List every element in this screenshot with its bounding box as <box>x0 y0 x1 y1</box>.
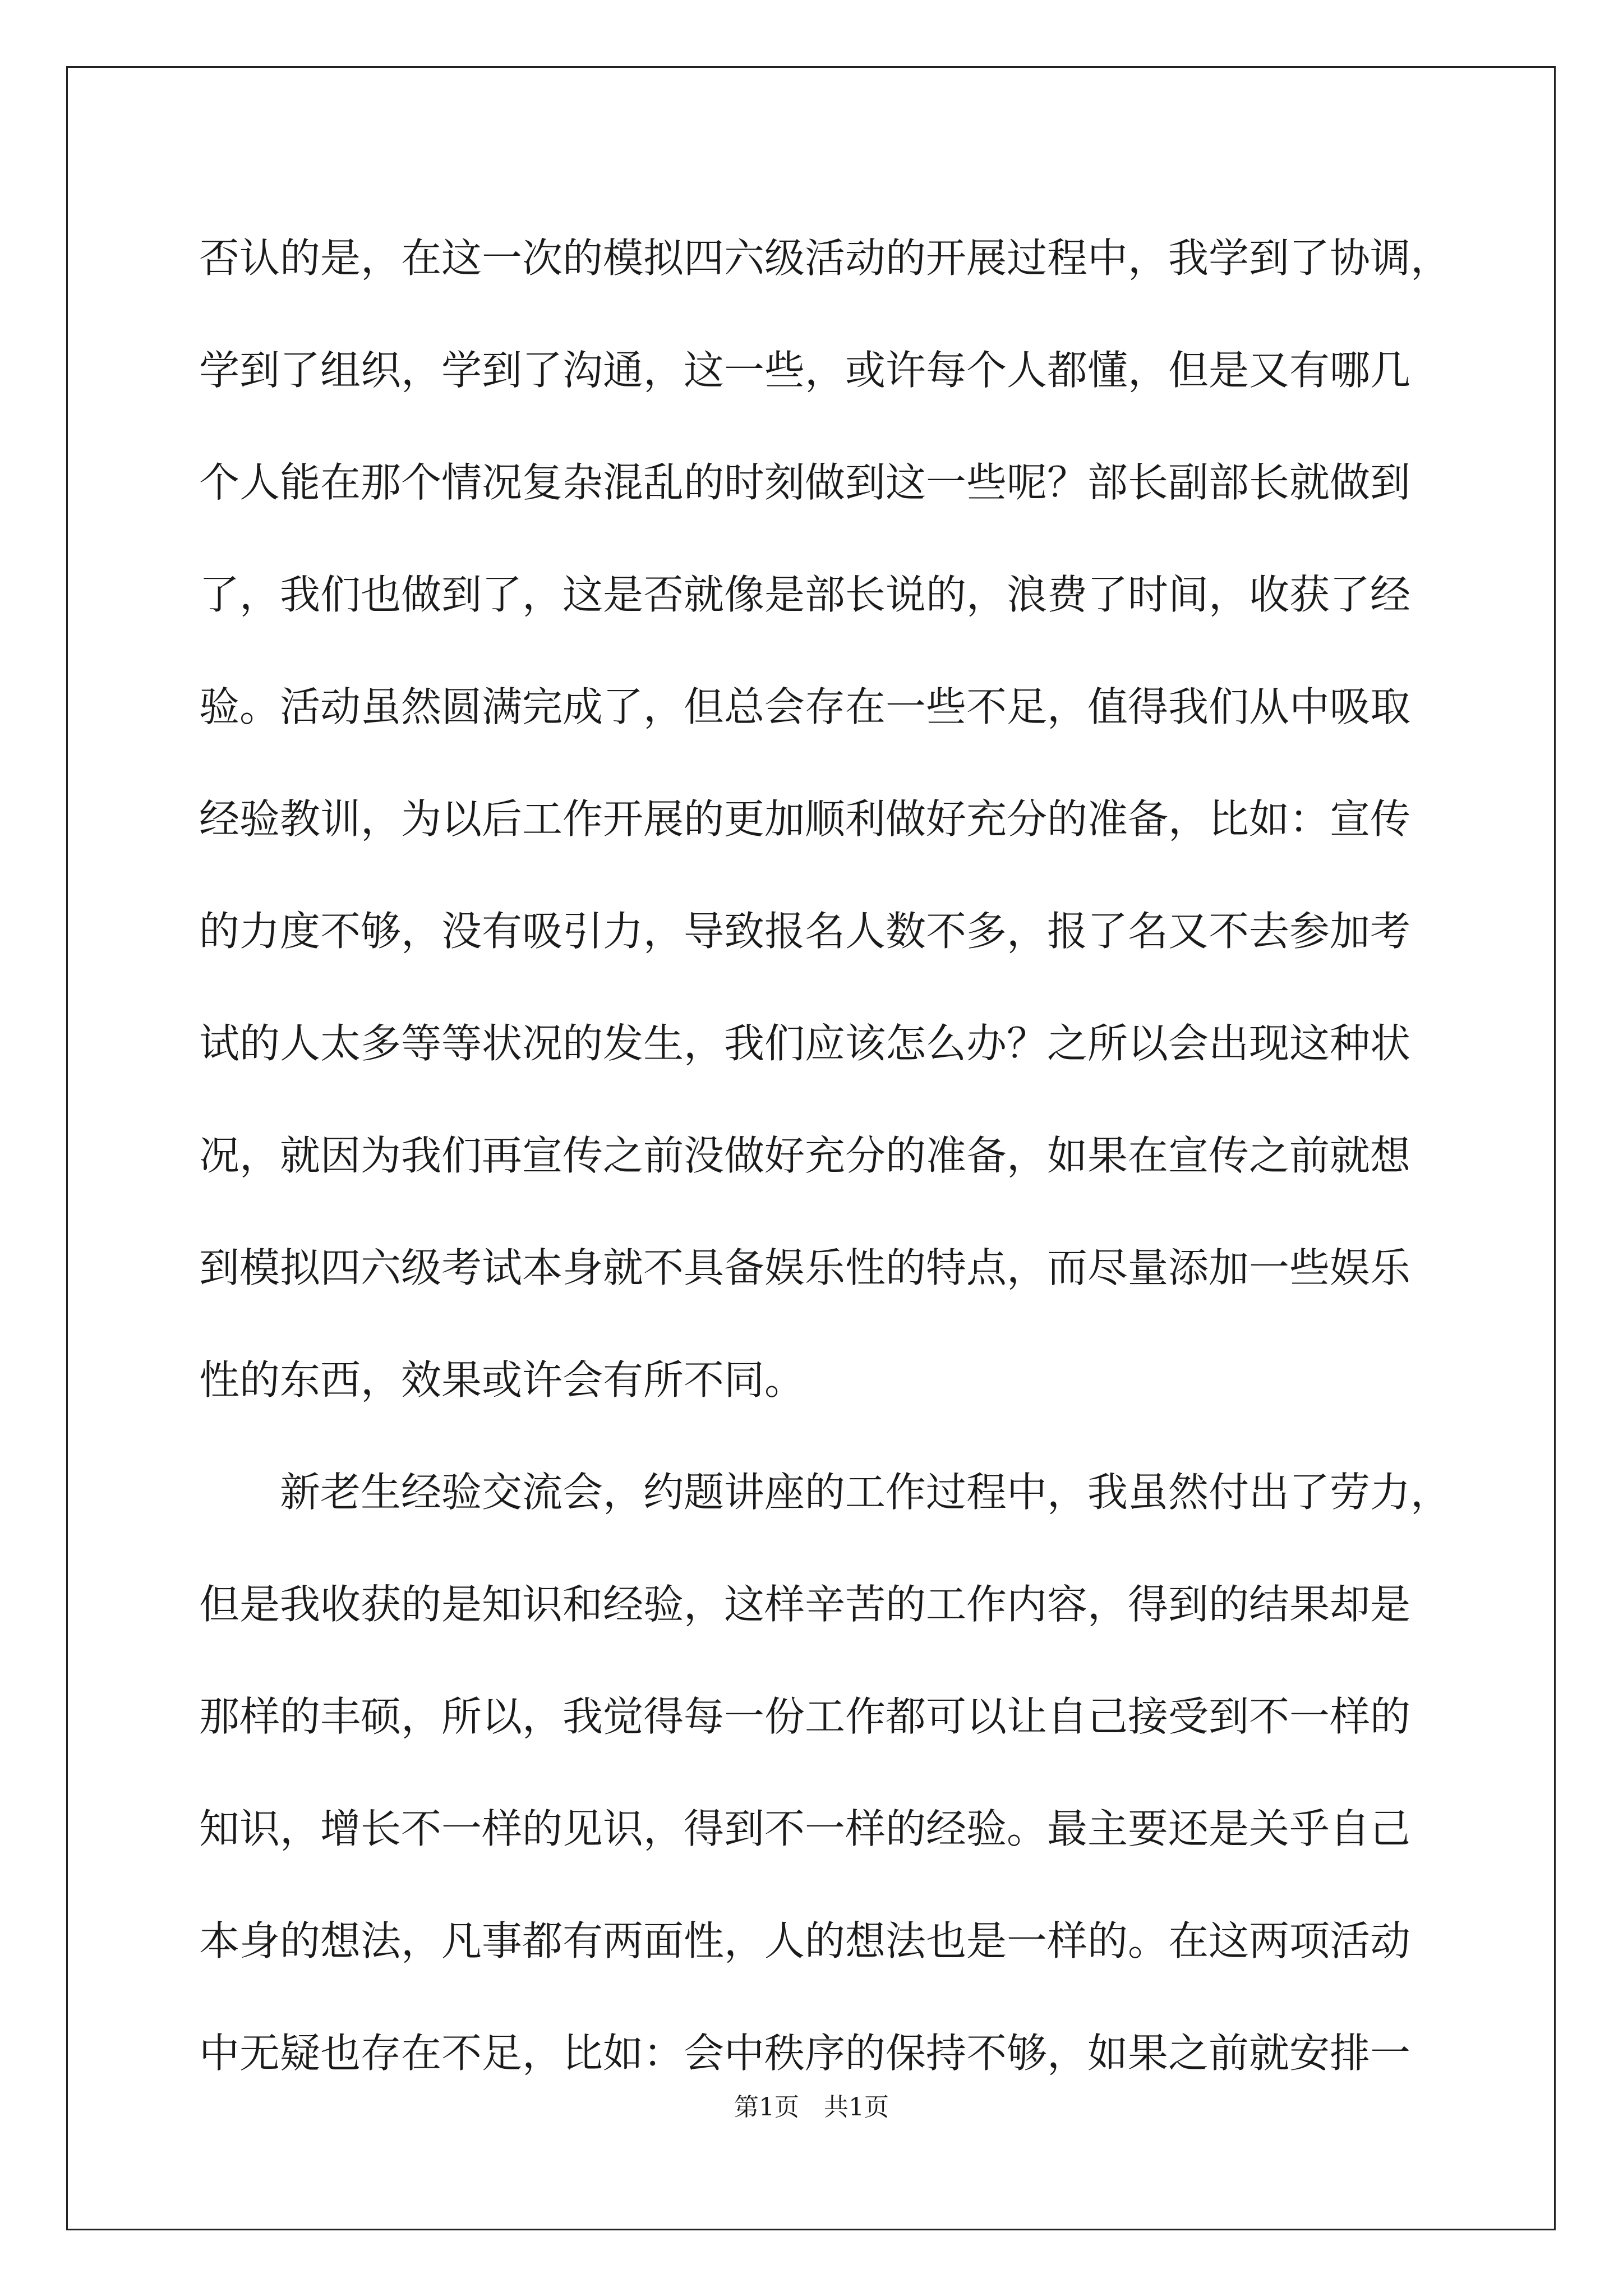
text-line: 本身的想法，凡事都有两面性，人的想法也是一样的。在这两项活动 <box>199 1917 1411 1964</box>
page-total: 共1页 <box>824 2093 889 2122</box>
text-line: 到模拟四六级考试本身就不具备娱乐性的特点，而尽量添加一些娱乐 <box>199 1244 1411 1291</box>
text-line: 的力度不够，没有吸引力，导致报名人数不多，报了名又不去参加考 <box>199 908 1411 955</box>
text-line: 中无疑也存在不足，比如：会中秩序的保持不够，如果之前就安排一 <box>199 2030 1411 2077</box>
page-footer <box>0 2087 1623 2123</box>
text-line: 学到了组织，学到了沟通，这一些，或许每个人都懂，但是又有哪几 <box>199 347 1411 394</box>
text-line: 试的人太多等等状况的发生，我们应该怎么办？之所以会出现这种状 <box>199 1020 1411 1067</box>
text-line: 性的东西，效果或许会有所不同。 <box>199 1356 805 1404</box>
text-line: 验。活动虽然圆满完成了，但总会存在一些不足，值得我们从中吸取 <box>199 683 1411 730</box>
paragraph-start-line: 新老生经验交流会，约题讲座的工作过程中，我虽然付出了劳力， <box>280 1469 1451 1516</box>
page-number: 第1页 <box>734 2093 799 2122</box>
text-line: 况，就因为我们再宣传之前没做好充分的准备，如果在宣传之前就想 <box>199 1132 1411 1179</box>
text-line: 个人能在那个情况复杂混乱的时刻做到这一些呢？部长副部长就做到 <box>199 459 1411 506</box>
text-line: 知识，增长不一样的见识，得到不一样的经验。最主要还是关乎自己 <box>199 1805 1411 1852</box>
text-line: 了，我们也做到了，这是否就像是部长说的，浪费了时间，收获了经 <box>199 571 1411 618</box>
text-line: 经验教训，为以后工作开展的更加顺利做好充分的准备，比如：宣传 <box>199 795 1411 843</box>
text-line: 否认的是，在这一次的模拟四六级活动的开展过程中，我学到了协调， <box>199 234 1451 282</box>
document-body <box>199 202 1461 2109</box>
text-line: 但是我收获的是知识和经验，这样辛苦的工作内容，得到的结果却是 <box>199 1581 1411 1628</box>
text-line: 那样的丰硕，所以，我觉得每一份工作都可以让自己接受到不一样的 <box>199 1693 1411 1740</box>
